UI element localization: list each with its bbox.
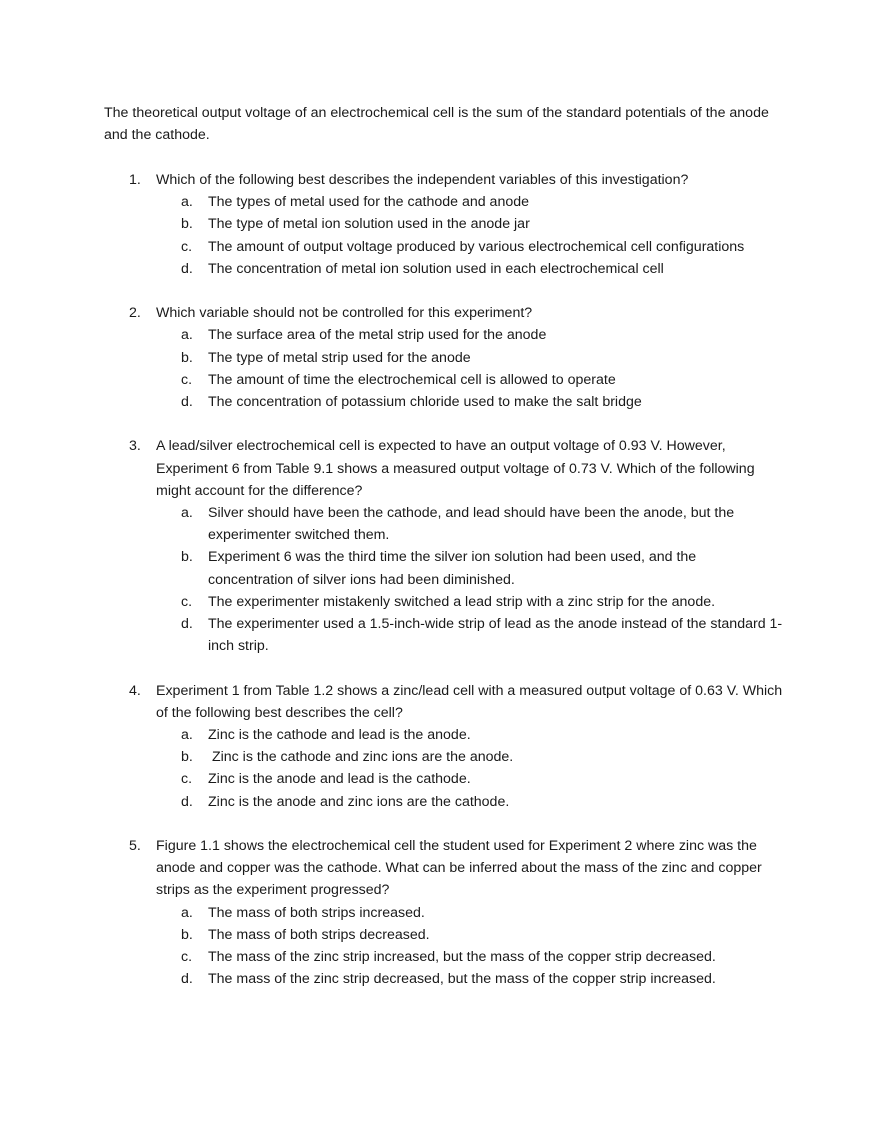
option-letter: b. (181, 926, 193, 943)
option-text: The surface area of the metal strip used for the anode (208, 327, 547, 344)
option-text: Experiment 6 was the third time the silver ion solution had been used, and the concentration of silver ions had been diminished. (208, 549, 697, 588)
option-letter: d. (181, 793, 193, 810)
answer-options (156, 324, 784, 413)
question-number: 2. (129, 305, 141, 322)
option-letter: a. (181, 505, 193, 522)
option-letter: a. (181, 194, 193, 211)
option-d (156, 391, 784, 413)
question-text: Experiment 1 from Table 1.2 shows a zinc/lead cell with a measured output voltage of 0.63 V. Which of the following best describes the cell? (156, 682, 783, 721)
option-c (156, 236, 784, 258)
option-b (156, 213, 784, 235)
option-text: The type of metal strip used for the anode (208, 349, 471, 366)
intro-paragraph: The theoretical output voltage of an electrochemical cell is the sum of the standard potentials of the anode and the cathode. (104, 105, 769, 144)
question-number: 4. (129, 682, 141, 699)
option-letter: c. (181, 593, 193, 610)
option-text: The experimenter mistakenly switched a lead strip with a zinc strip for the anode. (208, 593, 716, 610)
question-text: Which of the following best describes the independent variables of this investigation? (156, 172, 689, 188)
option-d (156, 258, 784, 280)
option-text: The mass of both strips increased. (208, 904, 425, 921)
option-a (156, 902, 784, 924)
option-a (156, 502, 784, 546)
option-letter: c. (181, 371, 193, 388)
option-d (156, 791, 784, 813)
option-b (156, 347, 784, 369)
option-letter: b. (181, 216, 193, 233)
question-1 (104, 169, 784, 280)
option-b (156, 546, 784, 590)
option-c (156, 369, 784, 391)
option-text: The amount of time the electrochemical cell is allowed to operate (208, 371, 616, 388)
option-letter: b. (181, 349, 193, 366)
option-b (156, 924, 784, 946)
option-letter: d. (181, 971, 193, 988)
question-5 (104, 835, 784, 990)
option-text: Silver should have been the cathode, and lead should have been the anode, but the experimenter switched them. (208, 505, 735, 544)
option-letter: d. (181, 394, 193, 411)
answer-options (156, 191, 784, 280)
option-text: Zinc is the anode and lead is the cathode. (208, 771, 471, 788)
option-letter: a. (181, 904, 193, 921)
question-text: Figure 1.1 shows the electrochemical cell the student used for Experiment 2 where zinc was the anode and copper was the cathode. What can be inferred about the mass of the zinc and copper strips as the experiment progressed? (156, 838, 762, 899)
option-text: Zinc is the anode and zinc ions are the cathode. (208, 793, 510, 810)
option-a (156, 191, 784, 213)
option-letter: c. (181, 949, 193, 966)
option-letter: d. (181, 260, 193, 277)
question-number: 3. (129, 438, 141, 455)
question-3 (104, 435, 784, 657)
option-text: The experimenter used a 1.5-inch-wide strip of lead as the anode instead of the standard 1-inch strip. (208, 616, 783, 655)
option-a (156, 324, 784, 346)
option-c (156, 591, 784, 613)
question-number: 1. (129, 172, 141, 188)
option-letter: a. (181, 727, 193, 744)
option-text: The types of metal used for the cathode and anode (208, 194, 530, 211)
option-d (156, 613, 784, 657)
option-a (156, 724, 784, 746)
question-list (104, 169, 784, 1013)
option-text: The concentration of potassium chloride used to make the salt bridge (208, 394, 642, 411)
answer-options (156, 724, 784, 813)
question-text: A lead/silver electrochemical cell is expected to have an output voltage of 0.93 V. However, Experiment 6 from Table 9.1 shows a measured output voltage of 0.73 V. Which of the following might account for the difference? (156, 438, 755, 499)
option-text: The concentration of metal ion solution used in each electrochemical cell (208, 260, 664, 277)
question-text: Which variable should not be controlled for this experiment? (156, 305, 533, 322)
option-text: The amount of output voltage produced by various electrochemical cell configurations (208, 238, 745, 255)
option-text: The mass of the zinc strip increased, but the mass of the copper strip decreased. (208, 949, 716, 966)
option-letter: c. (181, 771, 193, 788)
option-text: The mass of the zinc strip decreased, but the mass of the copper strip increased. (208, 971, 716, 988)
answer-options (156, 502, 784, 657)
option-letter: c. (181, 238, 193, 255)
option-letter: b. (181, 549, 193, 566)
option-text: The mass of both strips decreased. (208, 926, 430, 943)
option-d (156, 968, 784, 990)
question-number: 5. (129, 838, 141, 855)
question-4 (104, 680, 784, 813)
option-letter: b. (181, 749, 193, 766)
option-text: The type of metal ion solution used in the anode jar (208, 216, 530, 233)
option-letter: d. (181, 616, 193, 633)
option-c (156, 946, 784, 968)
question-2 (104, 302, 784, 413)
answer-options (156, 902, 784, 991)
option-letter: a. (181, 327, 193, 344)
option-b (156, 746, 784, 768)
option-text: Zinc is the cathode and zinc ions are the anode. (208, 749, 514, 766)
option-text: Zinc is the cathode and lead is the anode. (208, 727, 471, 744)
option-c (156, 768, 784, 790)
